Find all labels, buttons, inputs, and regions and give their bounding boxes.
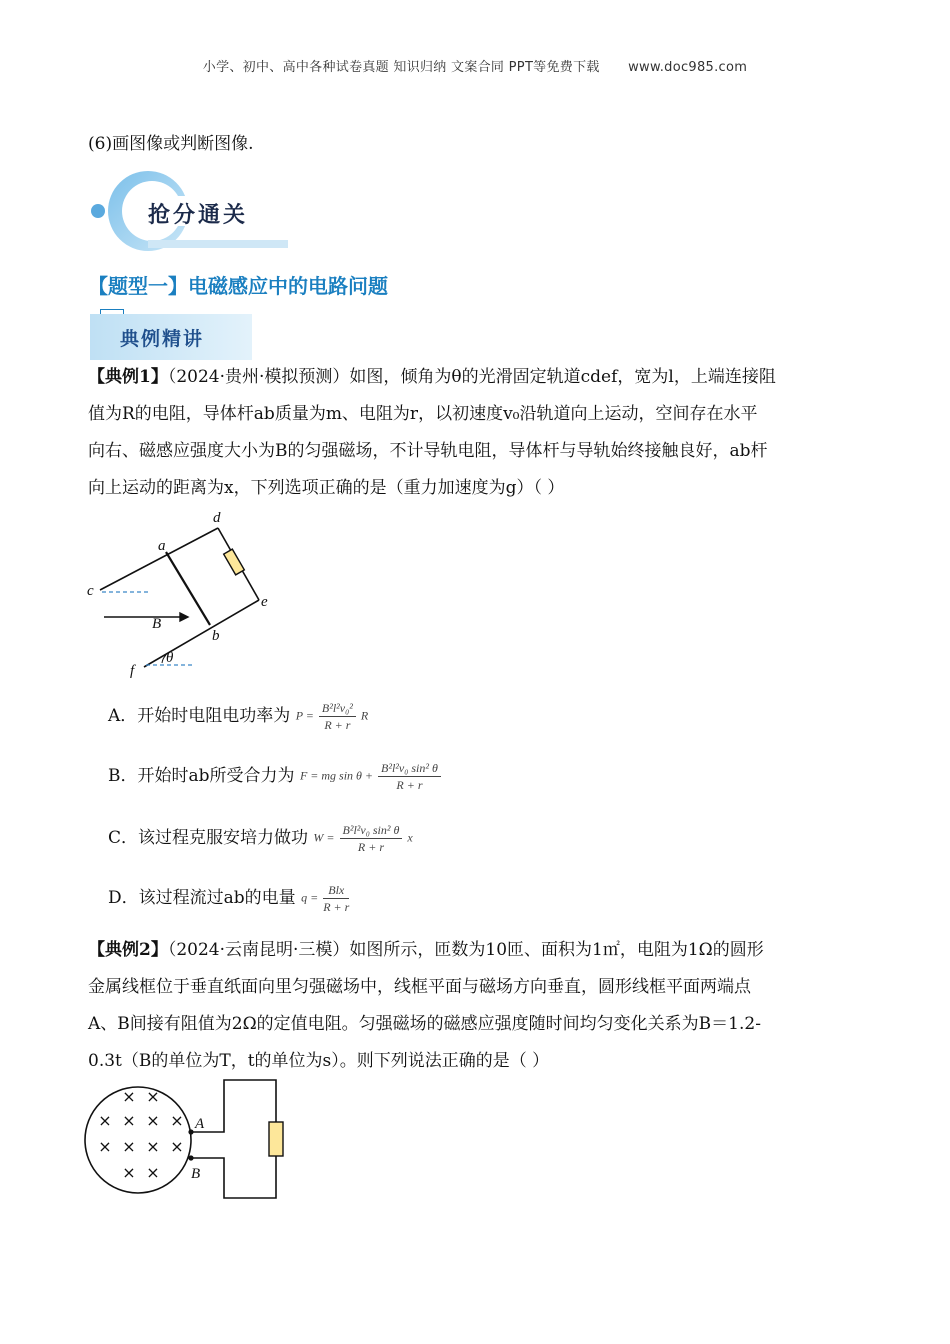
option-c-num: B²l²v₀ sin² θ: [340, 822, 403, 839]
cross-5: ×: [146, 1111, 160, 1130]
option-b-den: R + r: [396, 778, 423, 792]
option-a-num: B²l²v₀²: [319, 700, 356, 717]
cross-10: ×: [170, 1137, 184, 1156]
example1-line4: 向上运动的距离为x，下列选项正确的是（重力加速度为g）（ ）: [88, 478, 565, 498]
example2-tag: 【典例2】: [88, 940, 168, 960]
option-c[interactable]: [108, 822, 413, 855]
cross-4: ×: [122, 1111, 136, 1130]
option-b[interactable]: [108, 760, 443, 793]
option-a-lhs: P =: [295, 708, 314, 723]
option-b-text: 开始时ab所受合力为: [137, 766, 295, 786]
fig2-label-B: B: [191, 1166, 201, 1182]
option-b-key: B．: [108, 766, 138, 786]
option-b-formula: [300, 760, 443, 793]
cross-9: ×: [146, 1137, 160, 1156]
option-c-frac: [340, 822, 403, 855]
example2-line3: A、B间接有阻值为2Ω的定值电阻。匀强磁场的磁感应强度随时间均匀变化关系为B＝1.2-: [88, 1014, 761, 1034]
fig1-label-c: c: [87, 583, 94, 599]
cross-1: ×: [122, 1087, 136, 1106]
example1-line2: 值为R的电阻，导体杆ab质量为m、电阻为r，以初速度v₀沿轨道向上运动，空间存在水平: [88, 404, 758, 424]
option-a-tail: R: [360, 708, 369, 723]
example2-line4: 0.3t（B的单位为T，t的单位为s）。则下列说法正确的是（ ）: [88, 1051, 550, 1071]
cross-6: ×: [170, 1111, 184, 1130]
fig1-label-a: a: [158, 538, 166, 554]
example1-tag: 【典例1】: [88, 367, 168, 387]
option-a-text: 开始时电阻电功率为: [137, 706, 291, 726]
option-d-text: 该过程流过ab的电量: [138, 888, 296, 908]
option-d-num: Blx: [323, 882, 349, 899]
option-a-den: R + r: [324, 718, 351, 732]
badge-label: 典例精讲: [120, 328, 205, 350]
fig2-label-A: A: [195, 1116, 205, 1132]
badge: [90, 314, 252, 360]
cross-2: ×: [146, 1087, 160, 1106]
header-site[interactable]: www.doc985.com: [628, 60, 748, 75]
header-text: 小学、初中、高中各种试卷真题 知识归纳 文案合同 PPT等免费下载: [202, 60, 600, 75]
option-c-tail: x: [407, 830, 413, 845]
example2-line1-text: （2024·云南昆明·三模）如图所示，匝数为10匝、面积为1㎡，电阻为1Ω的圆形: [167, 940, 764, 960]
cross-7: ×: [98, 1137, 112, 1156]
example1-text: [88, 359, 868, 507]
section-title: 【题型一】电磁感应中的电路问题: [88, 274, 388, 298]
cross-11: ×: [122, 1163, 136, 1182]
option-a[interactable]: [108, 700, 368, 733]
page-header: [0, 56, 950, 75]
option-d[interactable]: [108, 882, 351, 915]
option-c-den: R + r: [357, 840, 384, 854]
example2-line2: 金属线框位于垂直纸面向里匀强磁场中，线框平面与磁场方向垂直，圆形线框平面两端点: [88, 977, 751, 997]
option-c-lhs: W =: [313, 830, 335, 845]
example2-line1: [88, 932, 868, 969]
option-c-formula: [313, 822, 412, 855]
figure2-coil-circuit: [84, 1070, 294, 1210]
cross-3: ×: [98, 1111, 112, 1130]
figure1-incline-circuit: [84, 505, 284, 685]
example1-line1: [88, 359, 868, 396]
option-b-num: B²l²v₀ sin² θ: [378, 760, 441, 777]
option-c-text: 该过程克服安培力做功: [138, 828, 309, 848]
option-a-formula: [296, 700, 369, 733]
option-a-key: A．: [108, 706, 138, 726]
example1-line1-text: （2024·贵州·模拟预测）如图，倾角为θ的光滑固定轨道cdef，宽为l，上端连接阻: [167, 367, 776, 387]
option-b-lhs: F = mg sin θ +: [299, 768, 374, 783]
fig1-label-theta: θ: [166, 650, 174, 666]
fig1-label-B: B: [152, 616, 162, 632]
fig1-label-b: b: [212, 628, 220, 644]
intro-line: (6)画图像或判断图像.: [88, 134, 254, 154]
example2-text: [88, 932, 868, 1080]
option-c-key: C．: [108, 828, 139, 848]
option-d-frac: [323, 882, 349, 915]
option-d-den: R + r: [323, 900, 350, 914]
cross-12: ×: [146, 1163, 160, 1182]
option-d-lhs: q =: [301, 890, 319, 905]
cross-8: ×: [122, 1137, 136, 1156]
fig1-label-d: d: [213, 510, 221, 526]
option-d-key: D．: [108, 888, 139, 908]
banner-label: 抢分通关: [148, 203, 249, 228]
option-a-frac: [319, 700, 356, 733]
fig1-label-e: e: [261, 594, 268, 610]
option-d-formula: [301, 882, 351, 915]
option-b-frac: [378, 760, 441, 793]
fig1-label-f: f: [130, 663, 135, 679]
example1-line3: 向右、磁感应强度大小为B的匀强磁场，不计导轨电阻，导体杆与导轨始终接触良好，ab杆: [88, 441, 768, 461]
